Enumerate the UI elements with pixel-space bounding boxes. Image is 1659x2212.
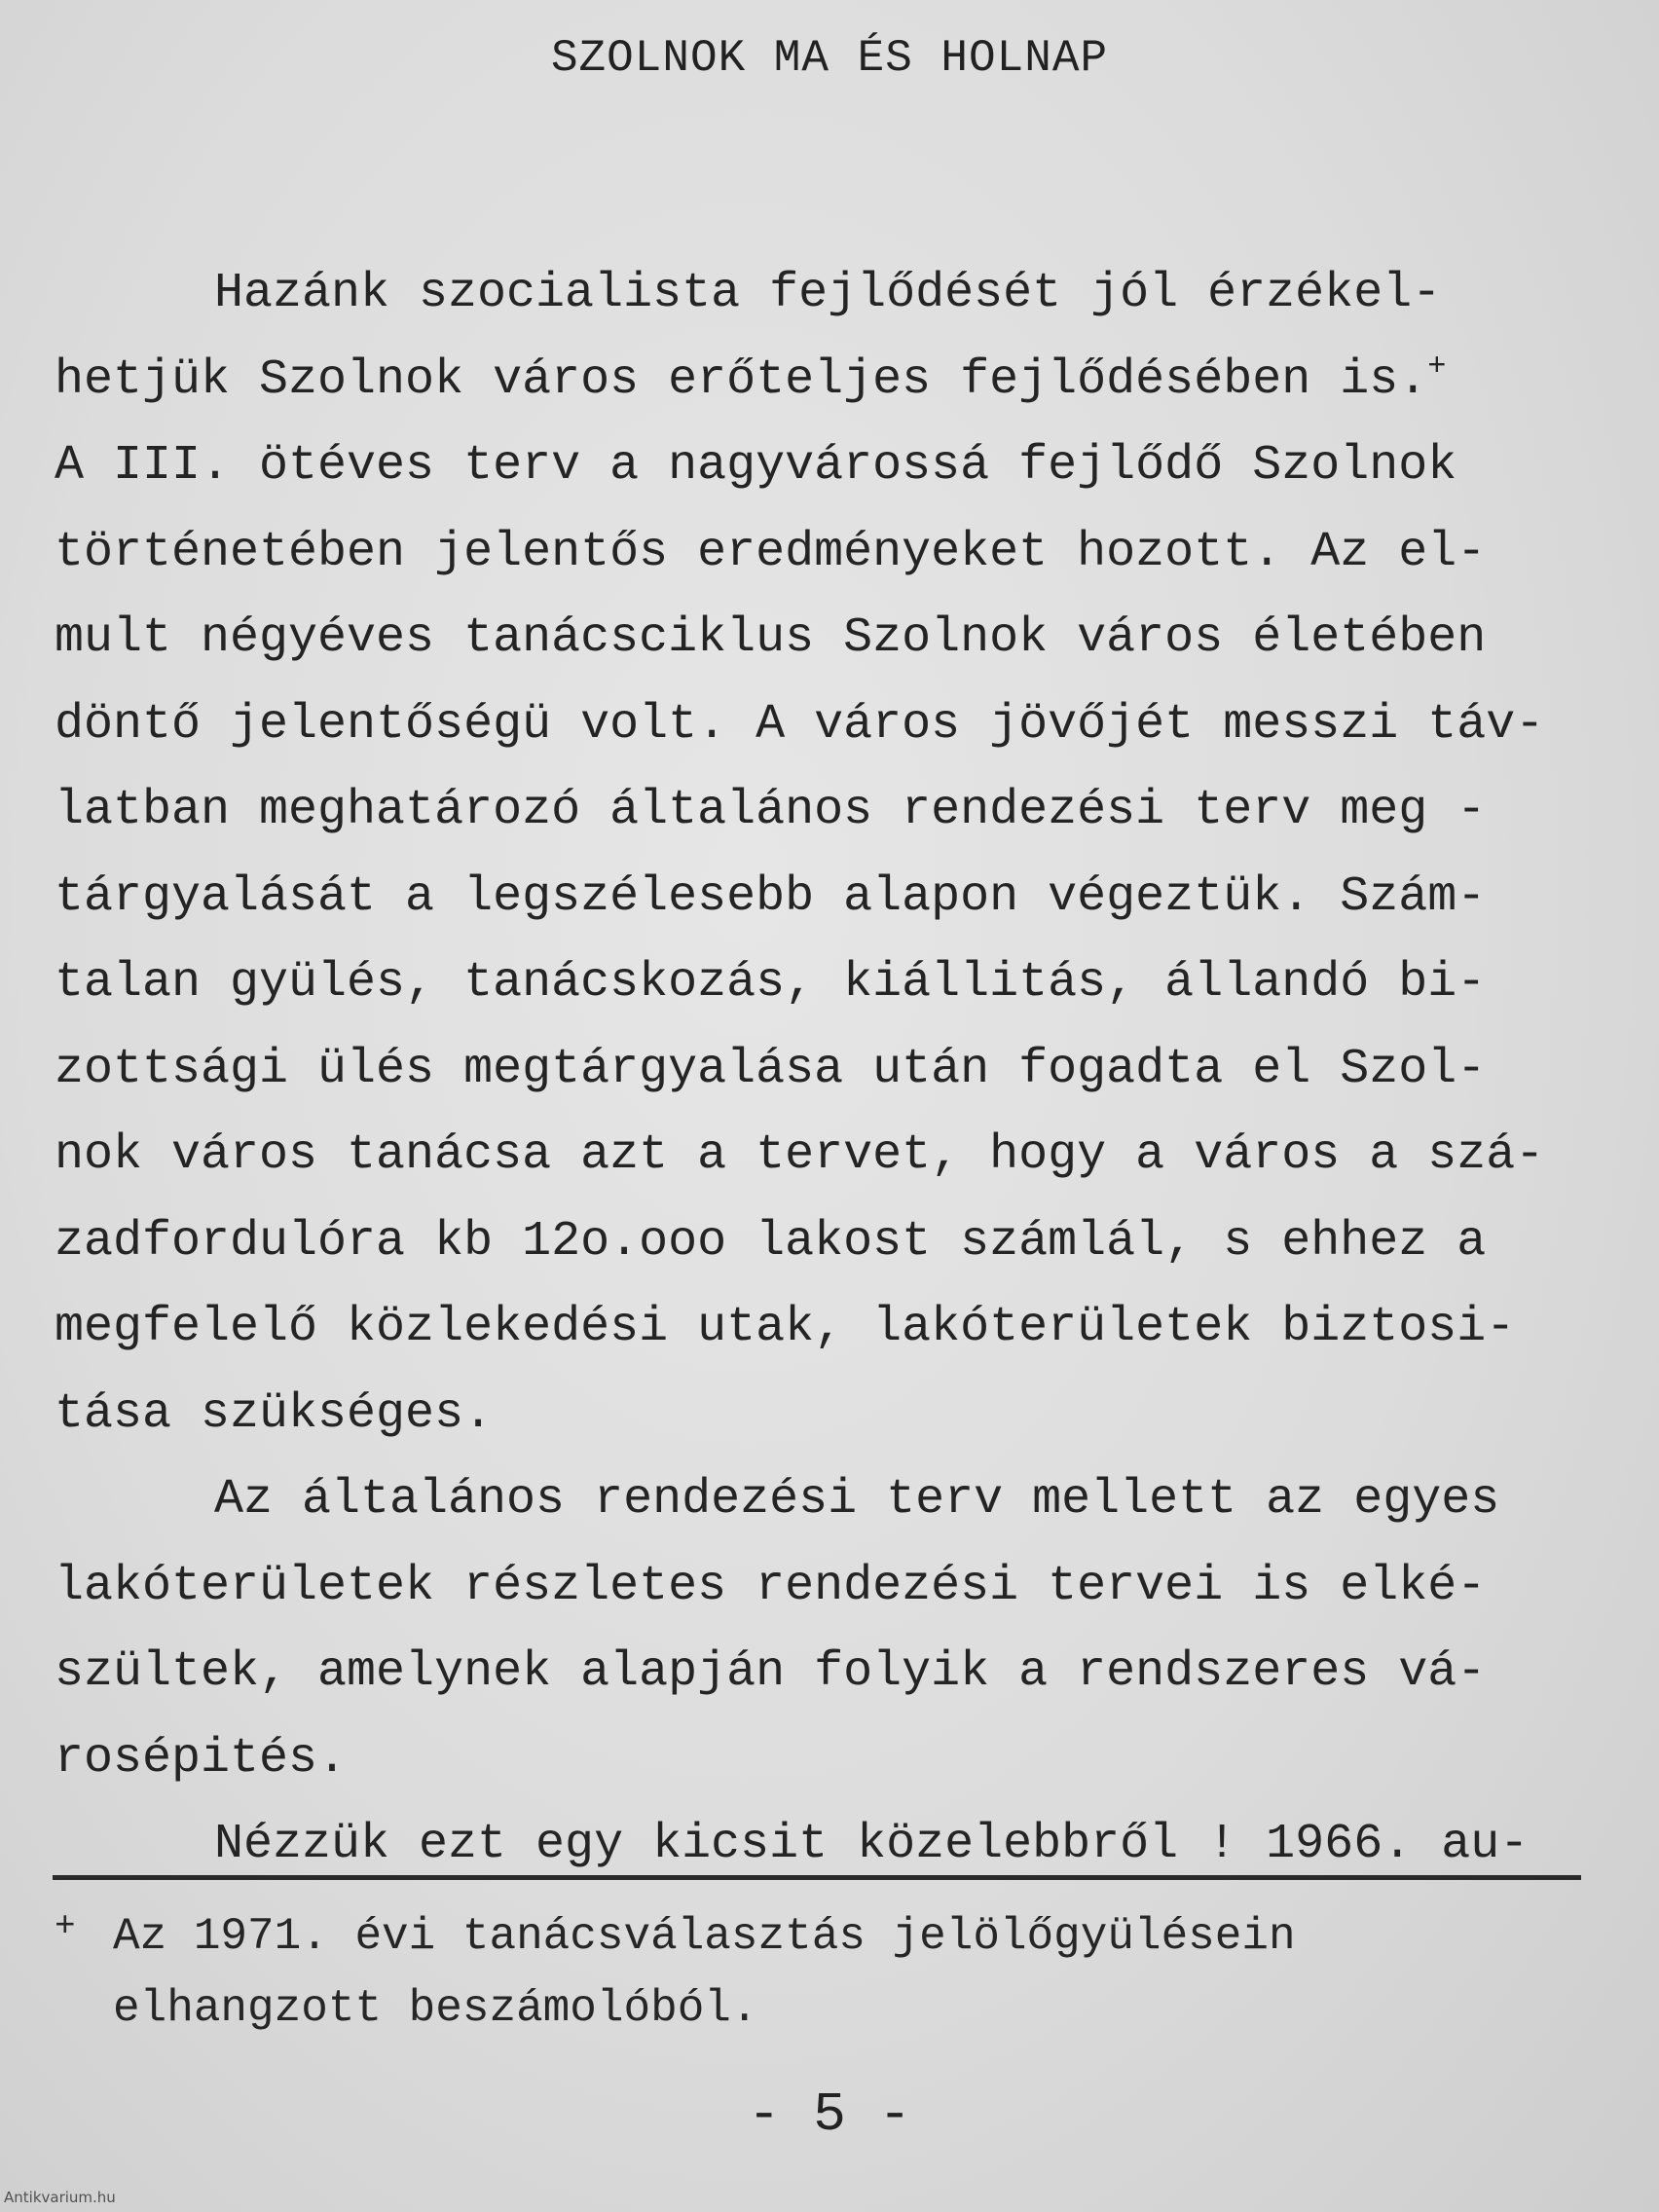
text-line: mult négyéves tanácsciklus Szolnok város életében <box>55 610 1487 666</box>
text-line: A III. ötéves terv a nagyvárossá fejlődő Szolnok <box>55 438 1457 494</box>
body-text <box>55 251 1612 1889</box>
watermark: Antikvarium.hu <box>4 2189 116 2206</box>
text-line: megfelelő közlekedési utak, lakóterületek biztosi- <box>55 1300 1516 1355</box>
footnote <box>55 1900 1612 2045</box>
footnote-line: elhangzott beszámolóból. <box>113 1983 758 2034</box>
page-number: - 5 - <box>747 2083 912 2146</box>
text-line: történetében jelentős eredményeket hozott. Az el- <box>55 524 1487 580</box>
text-line: nok város tanácsa azt a tervet, hogy a város a szá- <box>55 1127 1545 1183</box>
footnote-mark: + <box>55 1906 76 1946</box>
text-line: lakóterületek részletes rendezési tervei is elké- <box>55 1558 1487 1614</box>
text-line: Hazánk szocialista fejlődését jól érzékel- <box>214 266 1442 321</box>
footnote-line: Az 1971. évi tanácsválasztás jelölőgyülésein <box>113 1911 1296 1962</box>
text-line: szültek, amelynek alapján folyik a rendszeres vá- <box>55 1644 1487 1700</box>
text-line: zottsági ülés megtárgyalása után fogadta el Szol- <box>55 1041 1487 1097</box>
text-line: talan gyülés, tanácskozás, kiállitás, állandó bi- <box>55 955 1487 1011</box>
text-line: döntő jelentőségü volt. A város jövőjét messzi táv- <box>55 696 1545 753</box>
text-line: latban meghatározó általános rendezési terv meg - <box>55 783 1487 838</box>
footnote-divider <box>53 1875 1581 1880</box>
text-line: rosépités. <box>55 1730 348 1787</box>
footnote-reference: + <box>1427 348 1447 385</box>
text-line: tárgyalását a legszélesebb alapon végeztük. Szám- <box>55 868 1487 925</box>
page-title: SZOLNOK MA ÉS HOLNAP <box>550 33 1109 84</box>
text-line: zadfordulóra kb 12o.ooo lakost számlál, s ehhez a <box>55 1213 1487 1270</box>
text-line: Az általános rendezési terv mellett az egyes <box>214 1472 1500 1528</box>
text-line-with-footnote-ref <box>55 338 1612 424</box>
text-line: tása szükséges. <box>55 1385 494 1442</box>
text-line: hetjük Szolnok város erőteljes fejlődésében is. <box>55 351 1428 408</box>
text-line: Nézzük ezt egy kicsit közelebbről ! 1966. au- <box>214 1817 1530 1872</box>
